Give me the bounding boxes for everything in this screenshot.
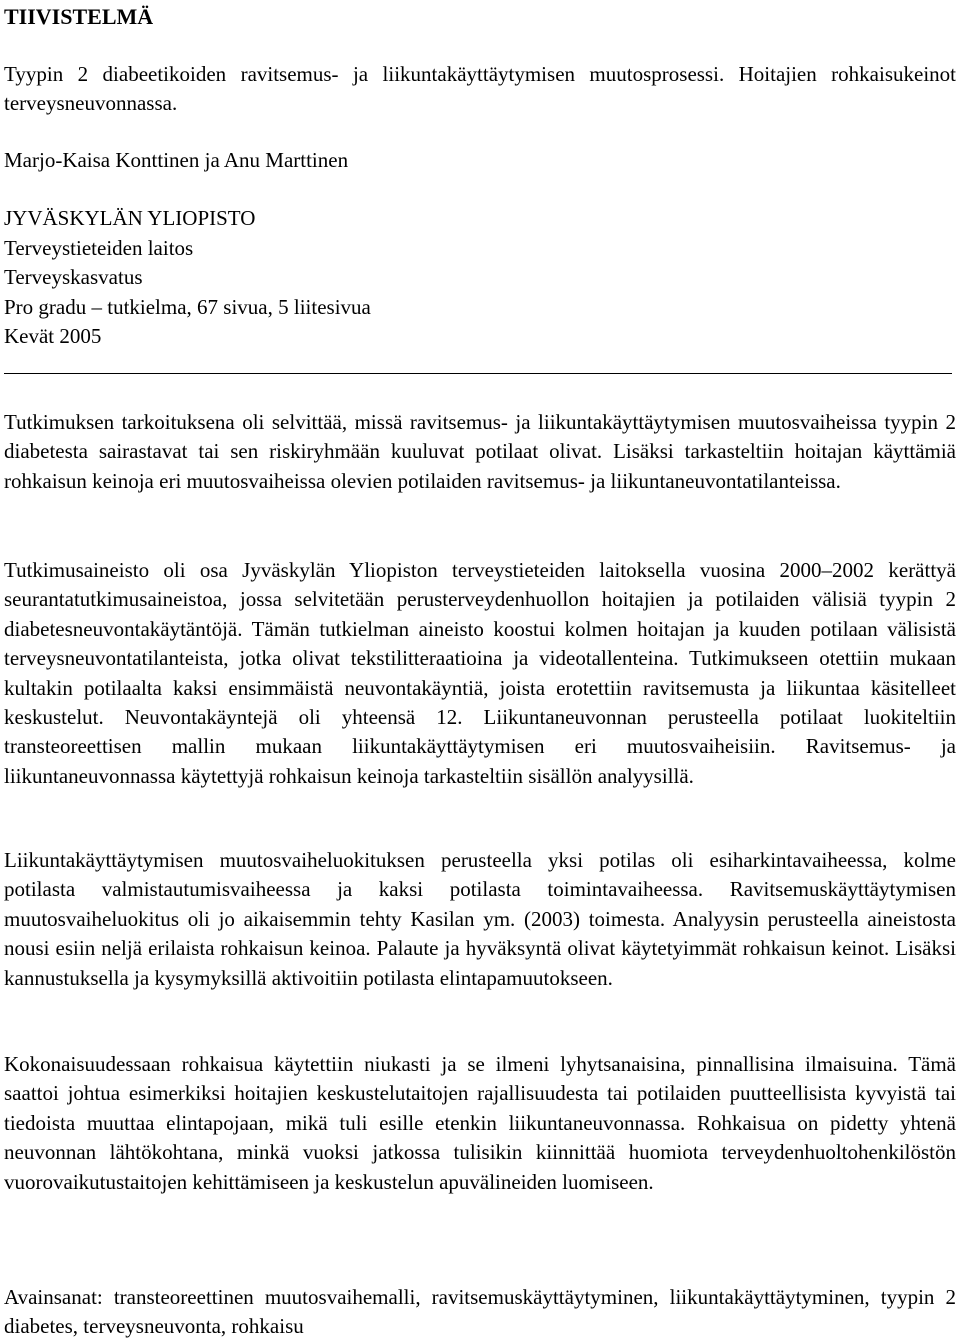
university: JYVÄSKYLÄN YLIOPISTO <box>4 206 256 230</box>
thesis-info: Pro gradu – tutkielma, 67 sivua, 5 liitesivua <box>4 294 371 319</box>
page-heading: TIIVISTELMÄ <box>4 4 154 29</box>
abstract-paragraph-4: Kokonaisuudessaan rohkaisua käytettiin niukasti ja se ilmeni lyhytsanaisina, pinnallisina ilmaisuina. Tämä saattoi johtua esimerkiksi hoitajien keskustelutaitojen rajallisuudesta tai potilaiden puutteellisista kyvyistä tai tiedoista muuttaa elintapojaan, mikä tuli esille etenkin liikuntaneuvonnassa. Rohkaisua on pidetty yhtenä neuvonnan lähtökohtana, minkä vuoksi jatkossa tulisikin kiinnittää huomiota terveydenhuoltohenkilöstön vuorovaikutustaitojen kehittämiseen ja keskustelun apuvälineiden luomiseen. <box>4 1052 956 1194</box>
authors: Marjo-Kaisa Konttinen ja Anu Marttinen <box>4 148 349 172</box>
author-block <box>4 146 348 176</box>
institution-block <box>4 204 371 352</box>
thesis-title: Tyypin 2 diabeetikoiden ravitsemus- ja liikuntakäyttäytymisen muutosprosessi. Hoitajien rohkaisukeinot terveysneuvonnassa. <box>4 62 956 115</box>
keywords: Avainsanat: transteoreettinen muutosvaihemalli, ravitsemuskäyttäytyminen, liikuntakäyttäytyminen, tyypin 2 diabetes, terveysneuvonta, rohkaisu <box>4 1285 956 1339</box>
subject: Terveyskasvatus <box>4 265 143 289</box>
term: Kevät 2005 <box>4 324 102 348</box>
abstract-paragraph-1: Tutkimuksen tarkoituksena oli selvittää, missä ravitsemus- ja liikuntakäyttäytymisen muutosvaiheissa tyypin 2 diabetesta sairastavat tai sen riskiryhmään kuuluvat potilaat olivat. Lisäksi tarkasteltiin hoitajan käyttämiä rohkaisun keinoja eri muutosvaiheissa olevien potilaiden ravitsemus- ja liikuntaneuvontatilanteissa. <box>4 410 956 493</box>
department: Terveystieteiden laitos <box>4 235 194 260</box>
separator-line <box>4 373 952 374</box>
abstract-paragraph-3: Liikuntakäyttäytymisen muutosvaiheluokituksen perusteella yksi potilas oli esiharkintavaiheessa, kolme potilasta valmistautumisvaiheessa ja kaksi potilasta toimintavaiheessa. Ravitsemuskäyttäytymisen muutosvaiheluokitus oli jo aikaisemmin tehty Kasilan ym. (2003) toimesta. Analyysin perusteella aineistosta nousi esiin neljä erilaista rohkaisun keinoa. Palaute ja hyväksyntä olivat käytetyimmät rohkaisun keinot. Lisäksi kannustuksella ja kysymyksillä aktivoitiin potilasta elintapamuutokseen. <box>4 848 956 990</box>
abstract-paragraph-2: Tutkimusaineisto oli osa Jyväskylän Yliopiston terveystieteiden laitoksella vuosina 2000–2002 kerättyä seurantatutkimusaineistoa, jossa selvitetään perusterveydenhuollon hoitajien ja potilaiden välisiä tyypin 2 diabetesneuvontakäytäntöjä. Tämän tutkielman aineisto koostui kolmen hoitajan ja kuuden potilaan välisistä terveysneuvontatilanteista, jotka olivat tekstilitteraatioina ja videotallenteina. Tutkimukseen otettiin mukaan kultakin potilaalta kaksi ensimmäistä neuvontakäyntiä, joista erotettiin ravitsemusta ja liikuntaa käsitelleet keskustelut. Neuvontakäyntejä oli yhteensä 12. Liikuntaneuvonnan perusteella potilaat luokiteltiin transteoreettisen mallin mukaan liikuntakäyttäytymisen eri muutosvaiheisiin. Ravitsemus- ja liikuntaneuvonnassa käytettyjä rohkaisun keinoja tarkasteltiin sisällön analyysillä. <box>4 558 956 788</box>
